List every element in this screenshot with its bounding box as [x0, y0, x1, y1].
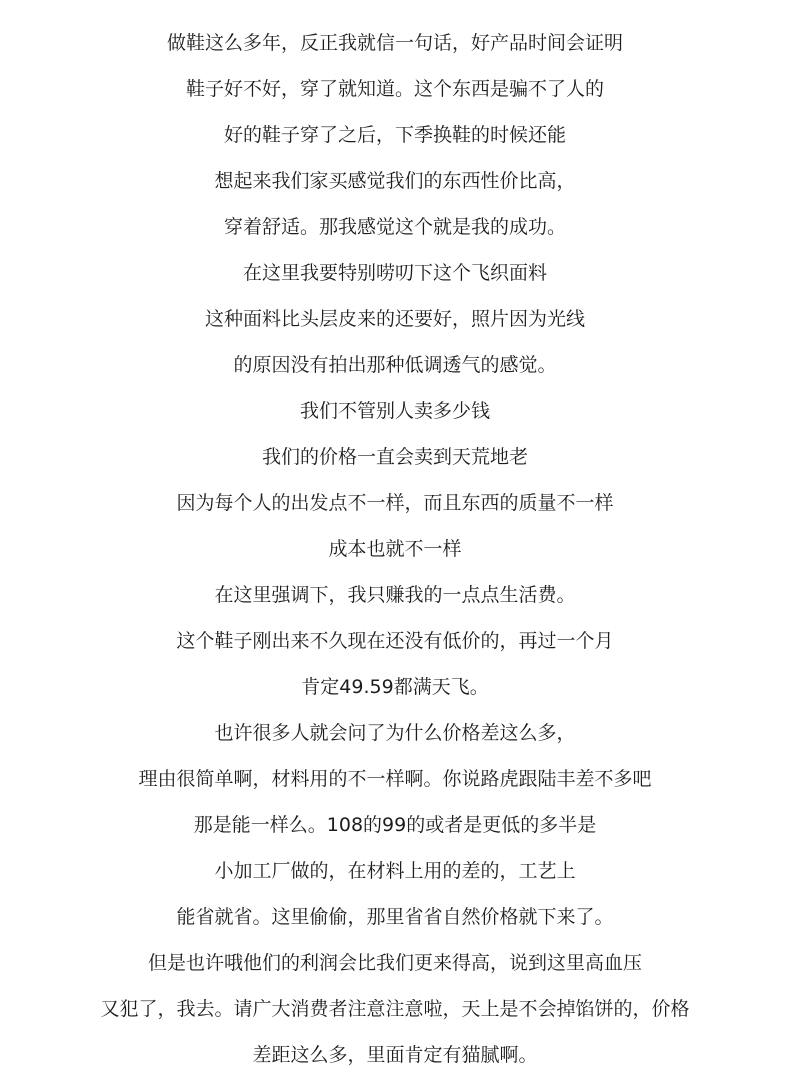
text-line: 我们的价格一直会卖到天荒地老 [261, 446, 528, 468]
text-line: 我们不管别人卖多少钱 [299, 400, 490, 422]
text-line: 在这里我要特别唠叨下这个飞织面料 [242, 262, 547, 284]
text-line: 好的鞋子穿了之后，下季换鞋的时候还能 [223, 124, 566, 146]
text-line: 成本也就不一样 [328, 538, 462, 560]
text-line: 在这里强调下，我只赚我的一点点生活费。 [214, 584, 576, 606]
text-line: 这种面料比头层皮来的还要好，照片因为光线 [204, 308, 585, 330]
text-line: 但是也许哦他们的利润会比我们更来得高，说到这里高血压 [147, 952, 642, 974]
text-line: 想起来我们家买感觉我们的东西性价比高， [214, 170, 576, 192]
text-line: 因为每个人的出发点不一样，而且东西的质量不一样 [176, 492, 614, 514]
text-line: 也许很多人就会问了为什么价格差这么多， [214, 722, 576, 744]
text-line: 肯定49.59都满天飞。 [301, 676, 489, 698]
text-line: 小加工厂做的，在材料上用的差的，工艺上 [214, 860, 576, 882]
text-line: 做鞋这么多年，反正我就信一句话，好产品时间会证明 [166, 32, 623, 54]
text-line: 理由很简单啊，材料用的不一样啊。你说路虎跟陆丰差不多吧 [138, 768, 652, 790]
text-line: 那是能一样么。108的99的或者是更低的多半是 [193, 814, 597, 836]
text-line: 鞋子好不好，穿了就知道。这个东西是骗不了人的 [185, 78, 604, 100]
text-line: 能省就省。这里偷偷，那里省省自然价格就下来了。 [176, 906, 614, 928]
text-line: 差距这么多，里面肯定有猫腻啊。 [252, 1044, 538, 1066]
text-line: 穿着舒适。那我感觉这个就是我的成功。 [223, 216, 566, 238]
text-line: 又犯了，我去。请广大消费者注意注意啦，天上是不会掉馅饼的，价格 [100, 998, 690, 1020]
text-line: 的原因没有拍出那种低调透气的感觉。 [233, 354, 557, 376]
text-line: 这个鞋子刚出来不久现在还没有低价的，再过一个月 [176, 630, 614, 652]
